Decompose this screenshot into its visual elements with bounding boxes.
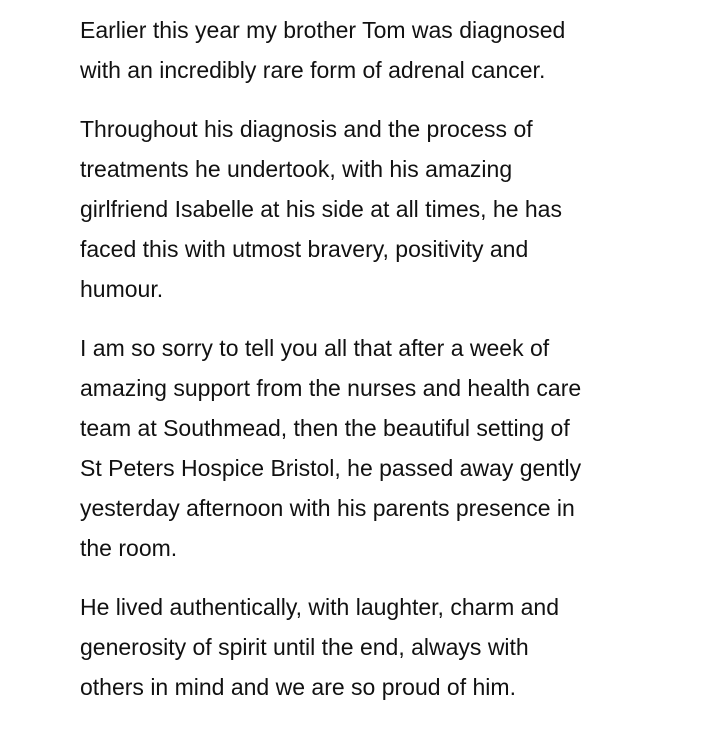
paragraph-passing: I am so sorry to tell you all that after a week of amazing support from the nurses and health care team at Southmead, then the beautiful setting of St Peters Hospice Bristol, he passed away gently yesterday afternoon with his parents presence in the room. bbox=[80, 335, 582, 561]
paragraph-treatment: Throughout his diagnosis and the process of treatments he undertook, with his amazing girlfriend Isabelle at his side at all times, he has faced this with utmost bravery, positivity and humour. bbox=[80, 116, 562, 302]
paragraph-diagnosis: Earlier this year my brother Tom was diagnosed with an incredibly rare form of adrenal cancer. bbox=[80, 17, 566, 83]
paragraph-tribute: He lived authentically, with laughter, charm and generosity of spirit until the end, always with others in mind and we are so proud of him. bbox=[80, 594, 560, 700]
document-body bbox=[80, 10, 700, 726]
